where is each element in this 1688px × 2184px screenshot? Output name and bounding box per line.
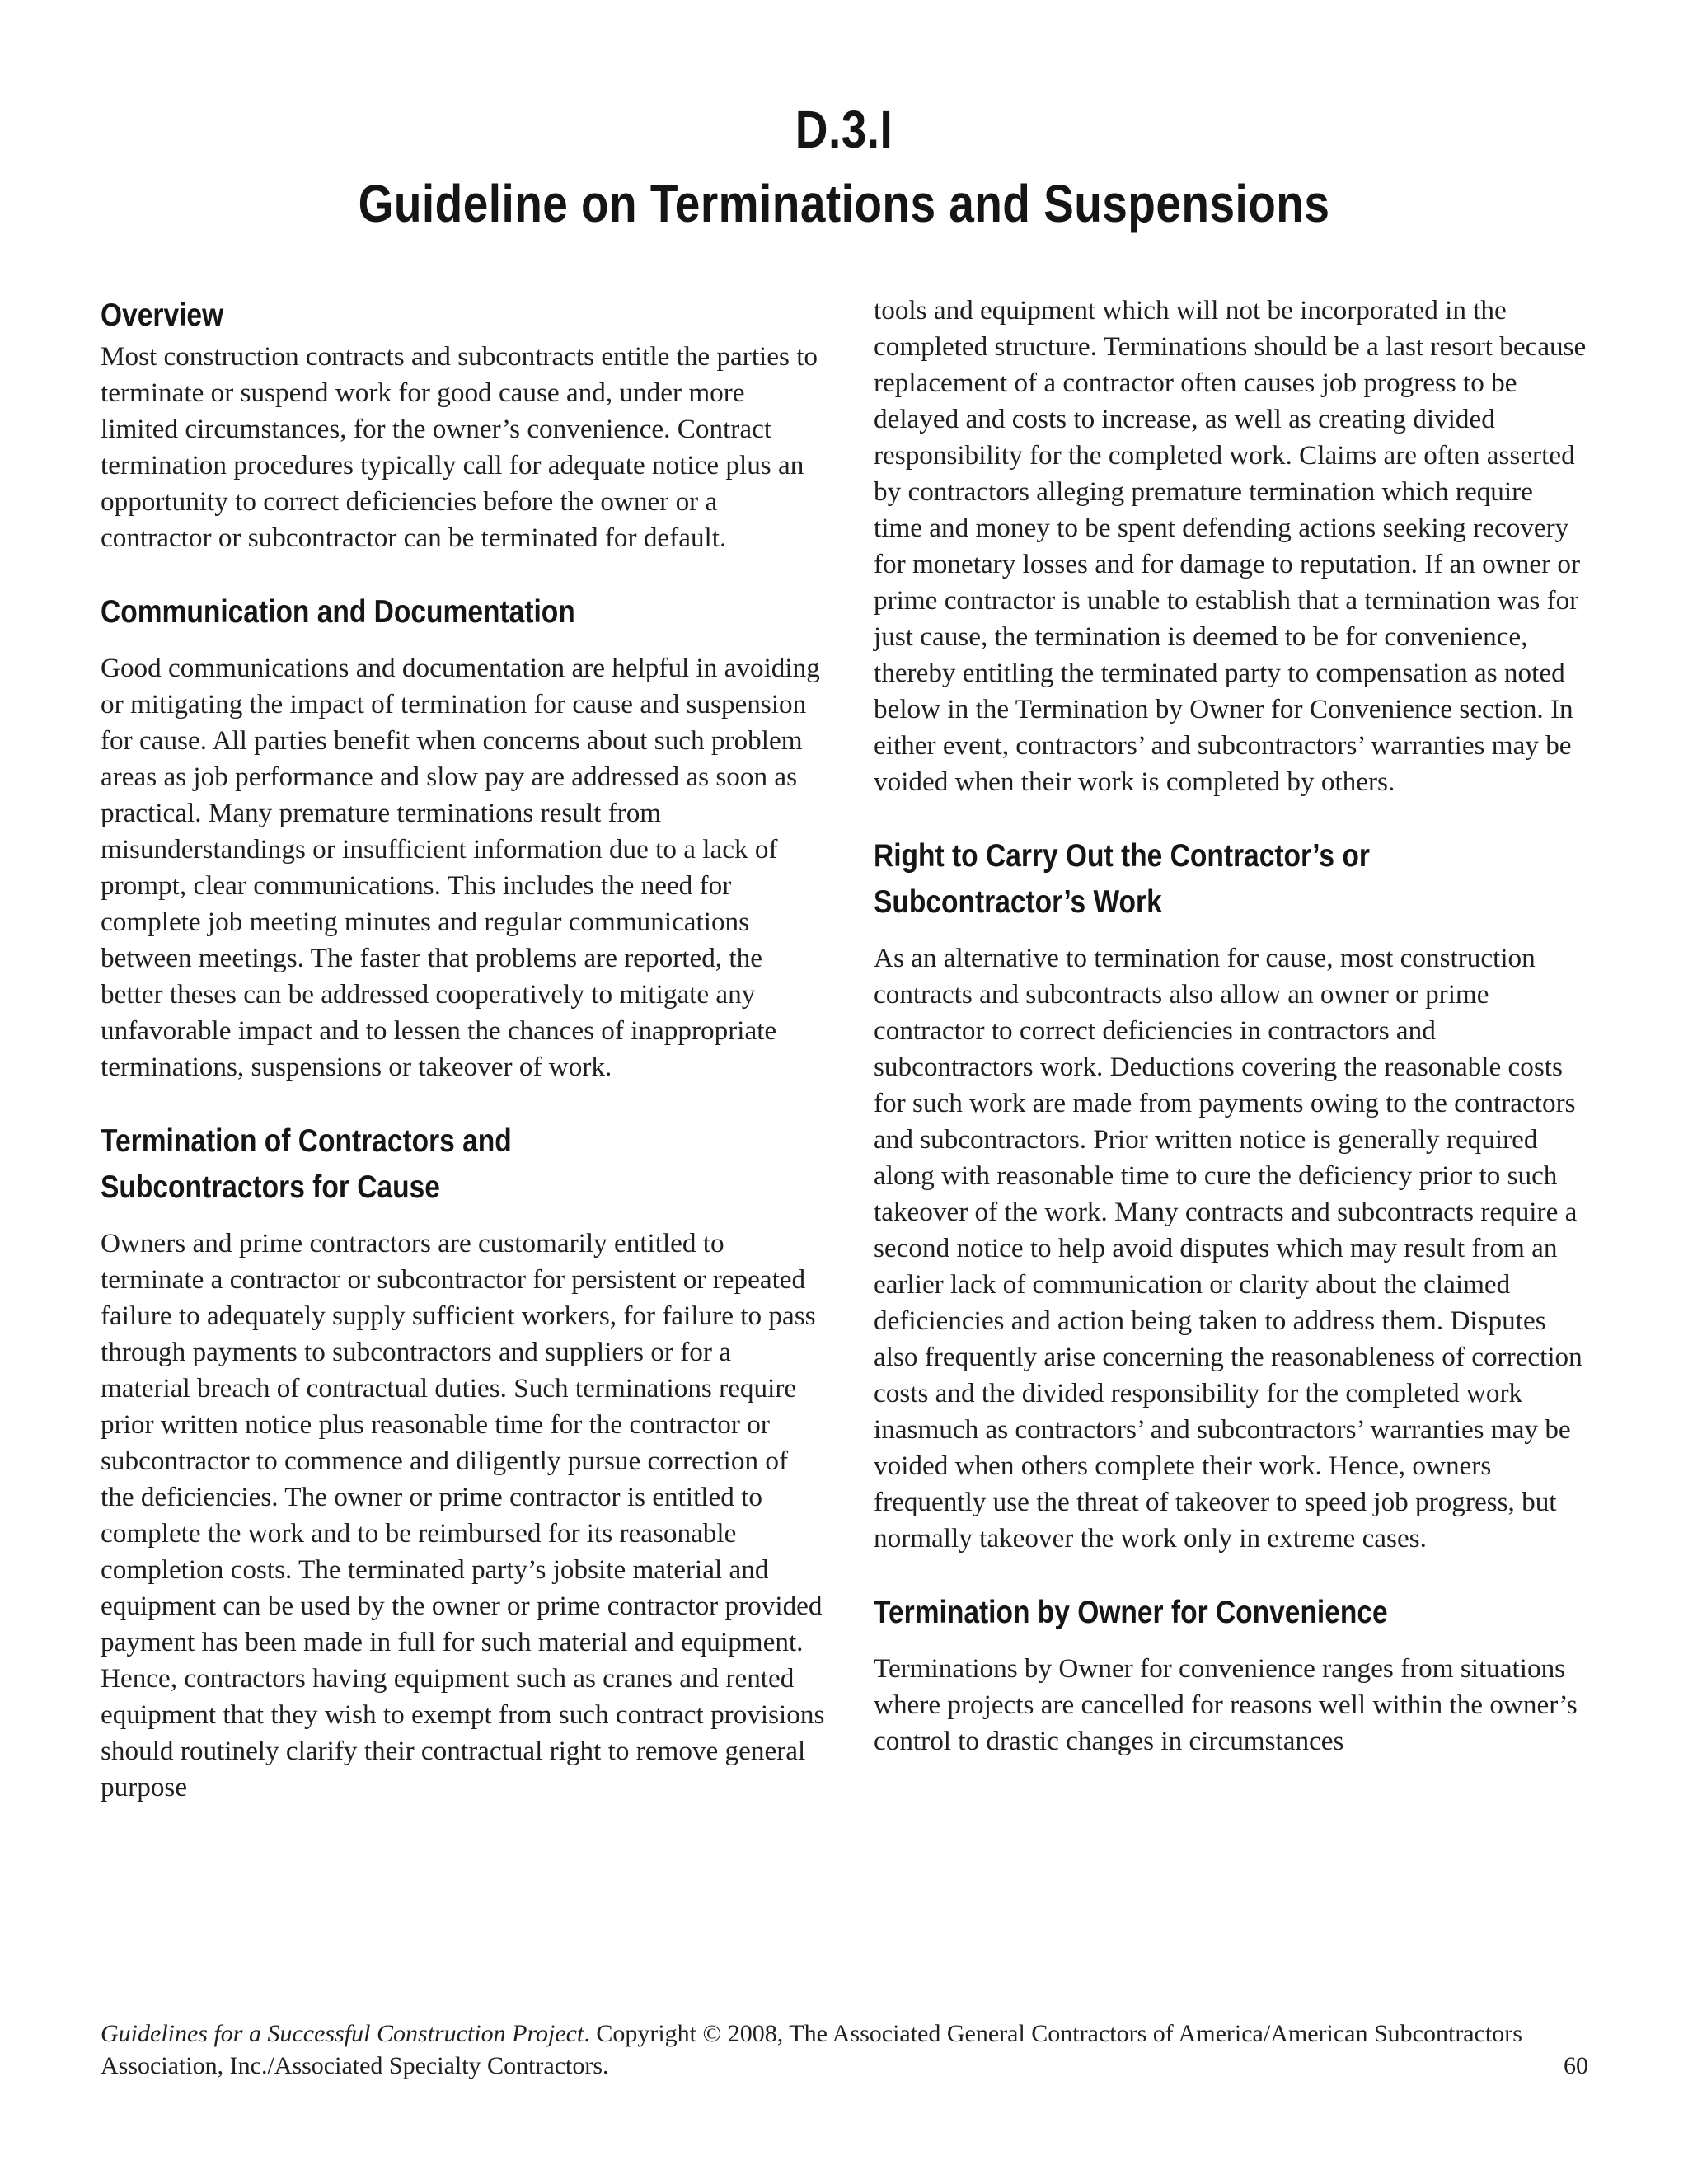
termination-cause-heading-line-1: Termination of Contractors and xyxy=(101,1123,512,1159)
carry-out-heading-line-2: Subcontractor’s Work xyxy=(874,884,1162,920)
carry-out-paragraph: As an alternative to termination for cause, most construction contracts and subcontracts also allow an owner or prime contractor to correct deficiencies in contractors and subcontractors work. Deductions covering the reasonable costs for such work are made from payments owing to the contractors and subcontractors. Prior written notice is generally required along with reasonable time to cure the deficiency prior to such takeover of the work. Many contracts and subcontracts require a second notice to help avoid disputes which may result from an earlier lack of communication or clarity about the claimed deficiencies and action being taken to address them. Disputes also frequently arise concerning the reasonableness of correction costs and the divided responsibility for the completed work inasmuch as contractors’ and subcontractors’ warranties may be voided when others complete their work. Hence, owners frequently use the threat of takeover to speed job progress, but normally takeover the work only in extreme cases. xyxy=(874,943,1582,1554)
page-title: Guideline on Terminations and Suspensions xyxy=(358,174,1330,233)
communication-heading: Communication and Documentation xyxy=(101,594,575,630)
termination-cause-heading-line-2: Subcontractors for Cause xyxy=(101,1169,440,1205)
convenience-paragraph: Terminations by Owner for convenience ranges from situations where projects are cancelled for reasons well within the owner’s control to drastic changes in circumstances xyxy=(874,1653,1578,1756)
footer-copyright: . Copyright © 2008, The Associated General Contractors of America/American Subcontractors Association, Inc./Associated Specialty Contractors. xyxy=(101,2020,1522,2079)
termination-cause-heading xyxy=(101,1118,826,1211)
carry-out-heading-line-1: Right to Carry Out the Contractor’s or xyxy=(874,838,1370,874)
continuation-paragraph: tools and equipment which will not be incorporated in the completed structure. Terminations should be a last resort because replacement of a contractor often causes job progress to be delayed and costs to increase, as well as creating divided responsibility for the completed work. Claims are often asserted by contractors alleging premature termination which require time and money to be spent defending actions seeking recovery for monetary losses and for damage to reputation. If an owner or prime contractor is unable to establish that a termination was for just cause, the termination is deemed to be for convenience, thereby entitling the terminated party to compensation as noted below in the Termination by Owner for Convenience section. In either event, contractors’ and subcontractors’ warranties may be voided when their work is completed by others. xyxy=(874,295,1587,797)
termination-cause-paragraph: Owners and prime contractors are customarily entitled to terminate a contractor or subcontractor for persistent or repeated failure to adequately supply sufficient workers, for failure to pass through payments to subcontractors and suppliers or for a material breach of contractual duties. Such terminations require prior written notice plus reasonable time for the contractor or subcontractor to commence and diligently pursue correction of the deficiencies. The owner or prime contractor is entitled to complete the work and to be reimbursed for its reasonable completion costs. The terminated party’s jobsite material and equipment can be used by the owner or prime contractor provided payment has been made in full for such material and equipment. Hence, contractors having equipment such as cranes and rented equipment that they wish to exempt from such contract provisions should routinely clarify their contractual right to remove general purpose xyxy=(101,1228,825,1802)
left-column xyxy=(101,293,826,1806)
section-code: D.3.I xyxy=(795,100,893,159)
page-footer xyxy=(101,2018,1588,2082)
convenience-heading: Termination by Owner for Convenience xyxy=(874,1595,1388,1630)
overview-heading: Overview xyxy=(101,298,224,333)
page-number: 60 xyxy=(1564,2052,1588,2079)
overview-paragraph: Most construction contracts and subcontracts entitle the parties to terminate or suspend work for good cause and, under more limited circumstances, for the owner’s convenience. Contract termination procedures typically call for adequate notice plus an opportunity to correct deficiencies before the owner or a contractor or subcontractor can be terminated for default. xyxy=(101,341,818,553)
carry-out-heading xyxy=(874,833,1587,926)
communication-paragraph: Good communications and documentation are helpful in avoiding or mitigating the impact of termination for cause and suspension for cause. All parties benefit when concerns about such problem areas as job performance and slow pay are addressed as soon as practical. Many premature terminations result from misunderstandings or insufficient information due to a lack of prompt, clear communications. This includes the need for complete job meeting minutes and regular communications between meetings. The faster that problems are reported, the better theses can be addressed cooperatively to mitigate any unfavorable impact and to lessen the chances of inappropriate terminations, suspensions or takeover of work. xyxy=(101,653,820,1082)
right-column xyxy=(874,293,1587,1760)
footer-book-title: Guidelines for a Successful Construction Project xyxy=(101,2020,584,2047)
